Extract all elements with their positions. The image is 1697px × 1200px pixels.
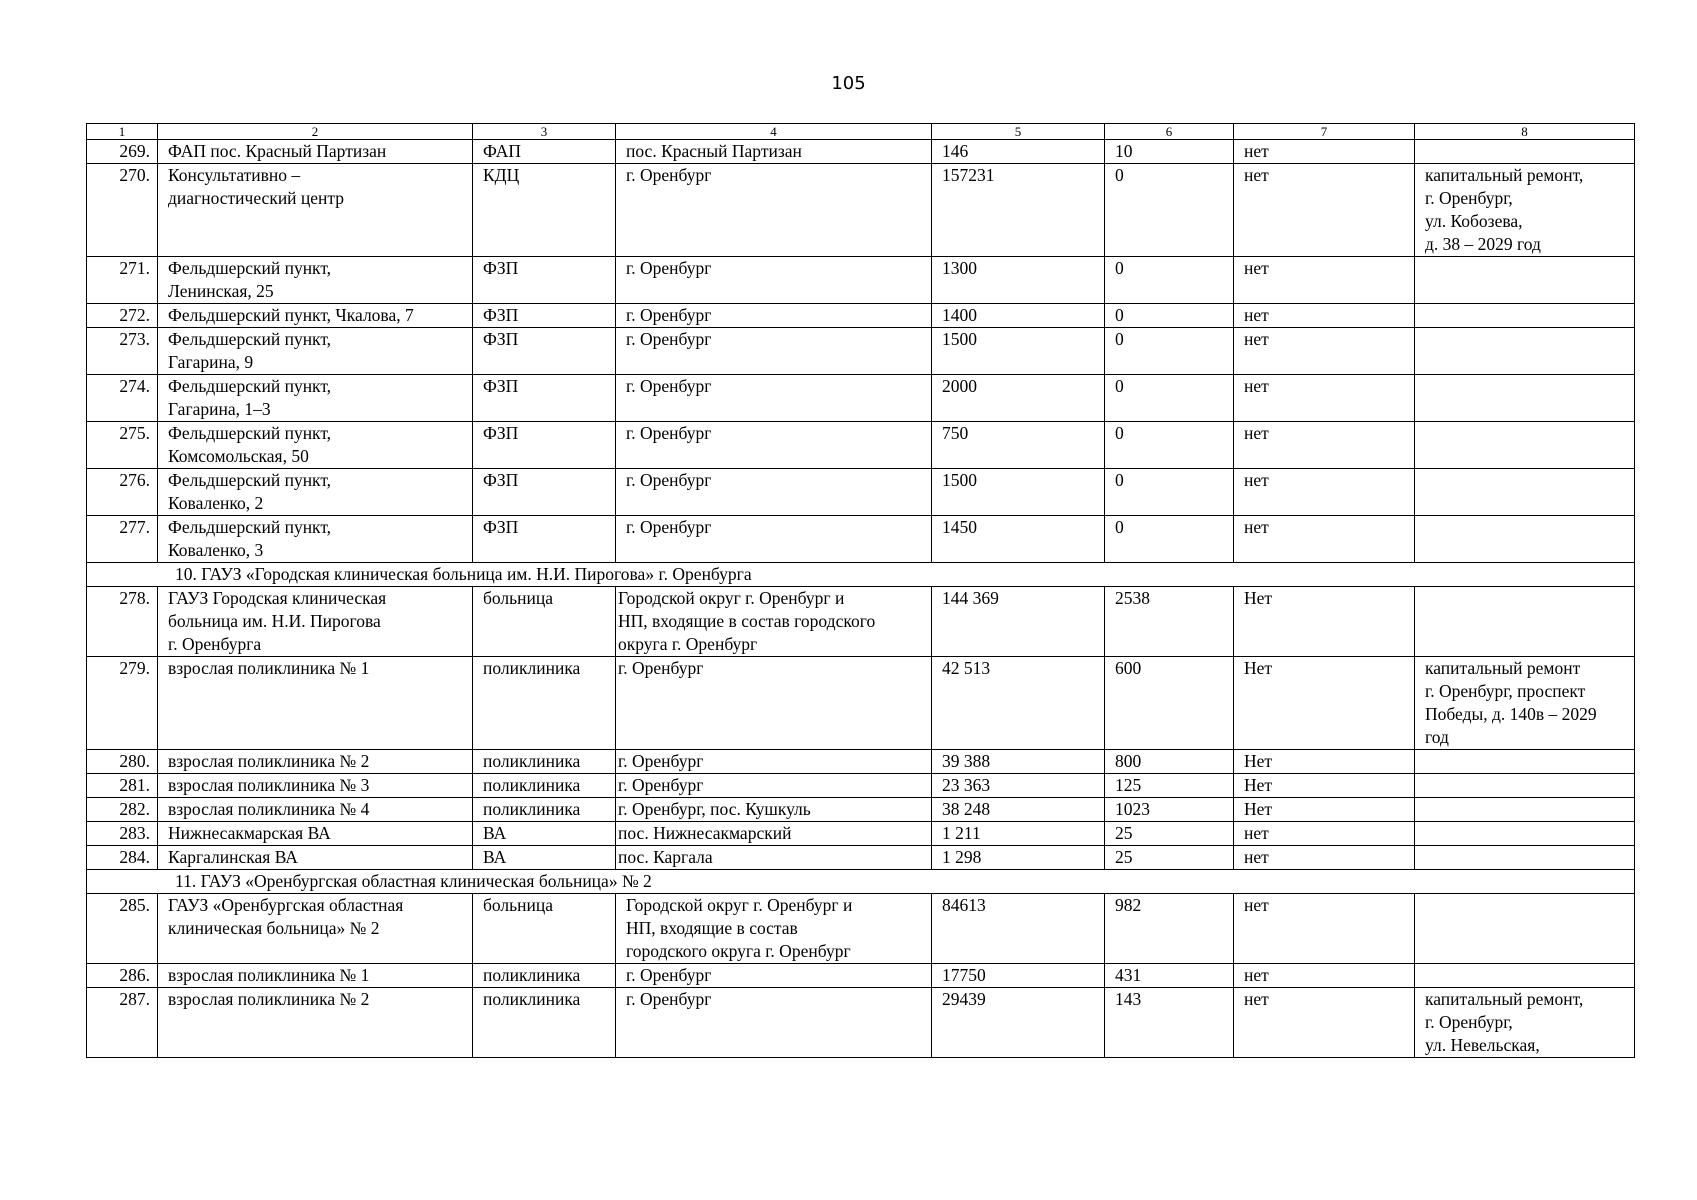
column-6-cell: 1023 xyxy=(1105,798,1234,822)
column-5-cell: 750 xyxy=(932,422,1105,469)
table-row xyxy=(87,774,1635,798)
column-7-cell: нет xyxy=(1234,516,1415,563)
column-5-cell: 157231 xyxy=(932,164,1105,257)
table-body xyxy=(87,124,1635,1058)
facility-type-cell: ФЗП xyxy=(473,257,616,304)
table-row xyxy=(87,894,1635,964)
facility-type-cell: поликлиника xyxy=(473,964,616,988)
column-5-cell: 38 248 xyxy=(932,798,1105,822)
column-6-cell: 0 xyxy=(1105,257,1234,304)
column-7-cell: Нет xyxy=(1234,657,1415,750)
section-title: 10. ГАУЗ «Городская клиническая больница им. Н.И. Пирогова» г. Оренбурга xyxy=(87,563,1635,587)
column-7-cell: Нет xyxy=(1234,587,1415,657)
column-8-cell xyxy=(1415,587,1635,657)
column-5-cell: 1300 xyxy=(932,257,1105,304)
facilities-table xyxy=(86,123,1635,1058)
column-8-cell: капитальный ремонт, г. Оренбург, ул. Невельская, xyxy=(1415,988,1635,1058)
location-cell: пос. Красный Партизан xyxy=(616,140,932,164)
column-8-cell xyxy=(1415,140,1635,164)
column-6-cell: 10 xyxy=(1105,140,1234,164)
location-cell: пос. Каргала xyxy=(616,846,932,870)
facility-name-cell: ФАП пос. Красный Партизан xyxy=(158,140,473,164)
location-cell: г. Оренбург xyxy=(616,964,932,988)
row-number-cell: 283. xyxy=(87,822,158,846)
column-8-cell: капитальный ремонт г. Оренбург, проспект Победы, д. 140в – 2029 год xyxy=(1415,657,1635,750)
column-7-cell: нет xyxy=(1234,988,1415,1058)
column-5-cell: 29439 xyxy=(932,988,1105,1058)
table-row xyxy=(87,140,1635,164)
location-cell: г. Оренбург, пос. Кушкуль xyxy=(616,798,932,822)
facility-name-cell: Фельдшерский пункт, Гагарина, 1–3 xyxy=(158,375,473,422)
column-6-cell: 0 xyxy=(1105,422,1234,469)
table-row xyxy=(87,328,1635,375)
location-cell: г. Оренбург xyxy=(616,750,932,774)
facility-type-cell: поликлиника xyxy=(473,774,616,798)
column-8-cell xyxy=(1415,304,1635,328)
column-7-cell: нет xyxy=(1234,846,1415,870)
column-7-cell: Нет xyxy=(1234,774,1415,798)
facility-name-cell: Консультативно – диагностический центр xyxy=(158,164,473,257)
column-8-cell xyxy=(1415,894,1635,964)
column-5-cell: 23 363 xyxy=(932,774,1105,798)
table-row xyxy=(87,964,1635,988)
row-number-cell: 277. xyxy=(87,516,158,563)
facility-type-cell: ФЗП xyxy=(473,469,616,516)
facility-name-cell: Каргалинская ВА xyxy=(158,846,473,870)
table-row xyxy=(87,469,1635,516)
column-6-cell: 800 xyxy=(1105,750,1234,774)
facility-type-cell: поликлиника xyxy=(473,750,616,774)
facility-name-cell: Фельдшерский пункт, Ленинская, 25 xyxy=(158,257,473,304)
facility-type-cell: поликлиника xyxy=(473,988,616,1058)
location-cell: г. Оренбург xyxy=(616,164,932,257)
column-6-cell: 0 xyxy=(1105,164,1234,257)
row-number-cell: 272. xyxy=(87,304,158,328)
location-cell: г. Оренбург xyxy=(616,988,932,1058)
column-5-cell: 84613 xyxy=(932,894,1105,964)
column-7-cell: нет xyxy=(1234,469,1415,516)
column-7-cell: нет xyxy=(1234,894,1415,964)
facility-type-cell: ВА xyxy=(473,846,616,870)
facility-name-cell: Фельдшерский пункт, Комсомольская, 50 xyxy=(158,422,473,469)
column-7-cell: нет xyxy=(1234,140,1415,164)
row-number-cell: 274. xyxy=(87,375,158,422)
row-number-cell: 276. xyxy=(87,469,158,516)
section-row xyxy=(87,870,1635,894)
column-5-cell: 39 388 xyxy=(932,750,1105,774)
location-cell: Городской округ г. Оренбург и НП, входящие в состав городского округа г. Оренбург xyxy=(616,894,932,964)
location-cell: г. Оренбург xyxy=(616,257,932,304)
column-5-cell: 1400 xyxy=(932,304,1105,328)
facility-name-cell: Фельдшерский пункт, Гагарина, 9 xyxy=(158,328,473,375)
facility-name-cell: взрослая поликлиника № 2 xyxy=(158,988,473,1058)
column-8-cell xyxy=(1415,774,1635,798)
facility-name-cell: Фельдшерский пункт, Коваленко, 3 xyxy=(158,516,473,563)
column-6-cell: 0 xyxy=(1105,328,1234,375)
column-5-cell: 1 211 xyxy=(932,822,1105,846)
table-row xyxy=(87,846,1635,870)
facility-type-cell: ФЗП xyxy=(473,304,616,328)
column-7-cell: нет xyxy=(1234,304,1415,328)
location-cell: г. Оренбург xyxy=(616,422,932,469)
facility-name-cell: Фельдшерский пункт, Коваленко, 2 xyxy=(158,469,473,516)
location-cell: г. Оренбург xyxy=(616,469,932,516)
location-cell: г. Оренбург xyxy=(616,375,932,422)
location-cell: пос. Нижнесакмарский xyxy=(616,822,932,846)
column-6-cell: 25 xyxy=(1105,822,1234,846)
column-7-cell: Нет xyxy=(1234,750,1415,774)
facility-name-cell: Нижнесакмарская ВА xyxy=(158,822,473,846)
facility-name-cell: взрослая поликлиника № 3 xyxy=(158,774,473,798)
location-cell: Городской округ г. Оренбург и НП, входящие в состав городского округа г. Оренбург xyxy=(616,587,932,657)
table-row xyxy=(87,587,1635,657)
location-cell: г. Оренбург xyxy=(616,304,932,328)
row-number-cell: 269. xyxy=(87,140,158,164)
row-number-cell: 275. xyxy=(87,422,158,469)
row-number-cell: 287. xyxy=(87,988,158,1058)
column-5-cell: 144 369 xyxy=(932,587,1105,657)
column-7-cell: нет xyxy=(1234,257,1415,304)
table-row xyxy=(87,657,1635,750)
row-number-cell: 270. xyxy=(87,164,158,257)
facility-type-cell: КДЦ xyxy=(473,164,616,257)
column-6-cell: 0 xyxy=(1105,304,1234,328)
column-8-cell xyxy=(1415,798,1635,822)
facility-name-cell: взрослая поликлиника № 2 xyxy=(158,750,473,774)
column-7-cell: нет xyxy=(1234,422,1415,469)
column-7-cell: нет xyxy=(1234,164,1415,257)
column-5-cell: 1500 xyxy=(932,469,1105,516)
facility-name-cell: ГАУЗ «Оренбургская областная клиническая больница» № 2 xyxy=(158,894,473,964)
facility-type-cell: поликлиника xyxy=(473,657,616,750)
table-row xyxy=(87,822,1635,846)
column-6-cell: 0 xyxy=(1105,516,1234,563)
column-6-cell: 600 xyxy=(1105,657,1234,750)
table-row xyxy=(87,304,1635,328)
page-number: 105 xyxy=(831,73,866,94)
facility-name-cell: Фельдшерский пункт, Чкалова, 7 xyxy=(158,304,473,328)
column-7-cell: Нет xyxy=(1234,798,1415,822)
column-7-cell: нет xyxy=(1234,375,1415,422)
column-number: 2 xyxy=(158,124,473,140)
facility-name-cell: ГАУЗ Городская клиническая больница им. Н.И. Пирогова г. Оренбурга xyxy=(158,587,473,657)
row-number-cell: 282. xyxy=(87,798,158,822)
facility-type-cell: ФЗП xyxy=(473,375,616,422)
column-5-cell: 1500 xyxy=(932,328,1105,375)
facility-type-cell: ФЗП xyxy=(473,516,616,563)
column-8-cell xyxy=(1415,328,1635,375)
facility-name-cell: взрослая поликлиника № 1 xyxy=(158,657,473,750)
column-6-cell: 431 xyxy=(1105,964,1234,988)
column-8-cell xyxy=(1415,846,1635,870)
column-number: 3 xyxy=(473,124,616,140)
table-row xyxy=(87,798,1635,822)
facility-type-cell: ФЗП xyxy=(473,422,616,469)
section-row xyxy=(87,563,1635,587)
column-5-cell: 2000 xyxy=(932,375,1105,422)
facility-type-cell: больница xyxy=(473,587,616,657)
column-7-cell: нет xyxy=(1234,964,1415,988)
column-6-cell: 982 xyxy=(1105,894,1234,964)
location-cell: г. Оренбург xyxy=(616,516,932,563)
table-row xyxy=(87,164,1635,257)
column-number: 7 xyxy=(1234,124,1415,140)
column-number-row xyxy=(87,124,1635,140)
table-row xyxy=(87,988,1635,1058)
section-title: 11. ГАУЗ «Оренбургская областная клиническая больница» № 2 xyxy=(87,870,1635,894)
facility-type-cell: ФЗП xyxy=(473,328,616,375)
row-number-cell: 280. xyxy=(87,750,158,774)
column-6-cell: 25 xyxy=(1105,846,1234,870)
column-number: 8 xyxy=(1415,124,1635,140)
table-row xyxy=(87,516,1635,563)
column-number: 4 xyxy=(616,124,932,140)
facility-type-cell: поликлиника xyxy=(473,798,616,822)
column-8-cell: капитальный ремонт, г. Оренбург, ул. Кобозева, д. 38 – 2029 год xyxy=(1415,164,1635,257)
row-number-cell: 286. xyxy=(87,964,158,988)
column-5-cell: 17750 xyxy=(932,964,1105,988)
facility-type-cell: ФАП xyxy=(473,140,616,164)
row-number-cell: 281. xyxy=(87,774,158,798)
facility-name-cell: взрослая поликлиника № 4 xyxy=(158,798,473,822)
column-5-cell: 146 xyxy=(932,140,1105,164)
column-8-cell xyxy=(1415,516,1635,563)
row-number-cell: 285. xyxy=(87,894,158,964)
facility-type-cell: больница xyxy=(473,894,616,964)
column-6-cell: 0 xyxy=(1105,375,1234,422)
location-cell: г. Оренбург xyxy=(616,328,932,375)
column-6-cell: 0 xyxy=(1105,469,1234,516)
column-8-cell xyxy=(1415,257,1635,304)
column-6-cell: 2538 xyxy=(1105,587,1234,657)
column-7-cell: нет xyxy=(1234,328,1415,375)
column-5-cell: 42 513 xyxy=(932,657,1105,750)
column-8-cell xyxy=(1415,822,1635,846)
column-number: 6 xyxy=(1105,124,1234,140)
location-cell: г. Оренбург xyxy=(616,657,932,750)
table-row xyxy=(87,422,1635,469)
column-8-cell xyxy=(1415,469,1635,516)
location-cell: г. Оренбург xyxy=(616,774,932,798)
column-5-cell: 1 298 xyxy=(932,846,1105,870)
table-row xyxy=(87,257,1635,304)
column-8-cell xyxy=(1415,964,1635,988)
row-number-cell: 278. xyxy=(87,587,158,657)
column-8-cell xyxy=(1415,375,1635,422)
row-number-cell: 271. xyxy=(87,257,158,304)
table-row xyxy=(87,375,1635,422)
facility-type-cell: ВА xyxy=(473,822,616,846)
column-number: 5 xyxy=(932,124,1105,140)
column-8-cell xyxy=(1415,422,1635,469)
column-number: 1 xyxy=(87,124,158,140)
column-7-cell: нет xyxy=(1234,822,1415,846)
column-6-cell: 143 xyxy=(1105,988,1234,1058)
row-number-cell: 284. xyxy=(87,846,158,870)
column-8-cell xyxy=(1415,750,1635,774)
column-5-cell: 1450 xyxy=(932,516,1105,563)
column-6-cell: 125 xyxy=(1105,774,1234,798)
facility-name-cell: взрослая поликлиника № 1 xyxy=(158,964,473,988)
row-number-cell: 279. xyxy=(87,657,158,750)
row-number-cell: 273. xyxy=(87,328,158,375)
table-row xyxy=(87,750,1635,774)
